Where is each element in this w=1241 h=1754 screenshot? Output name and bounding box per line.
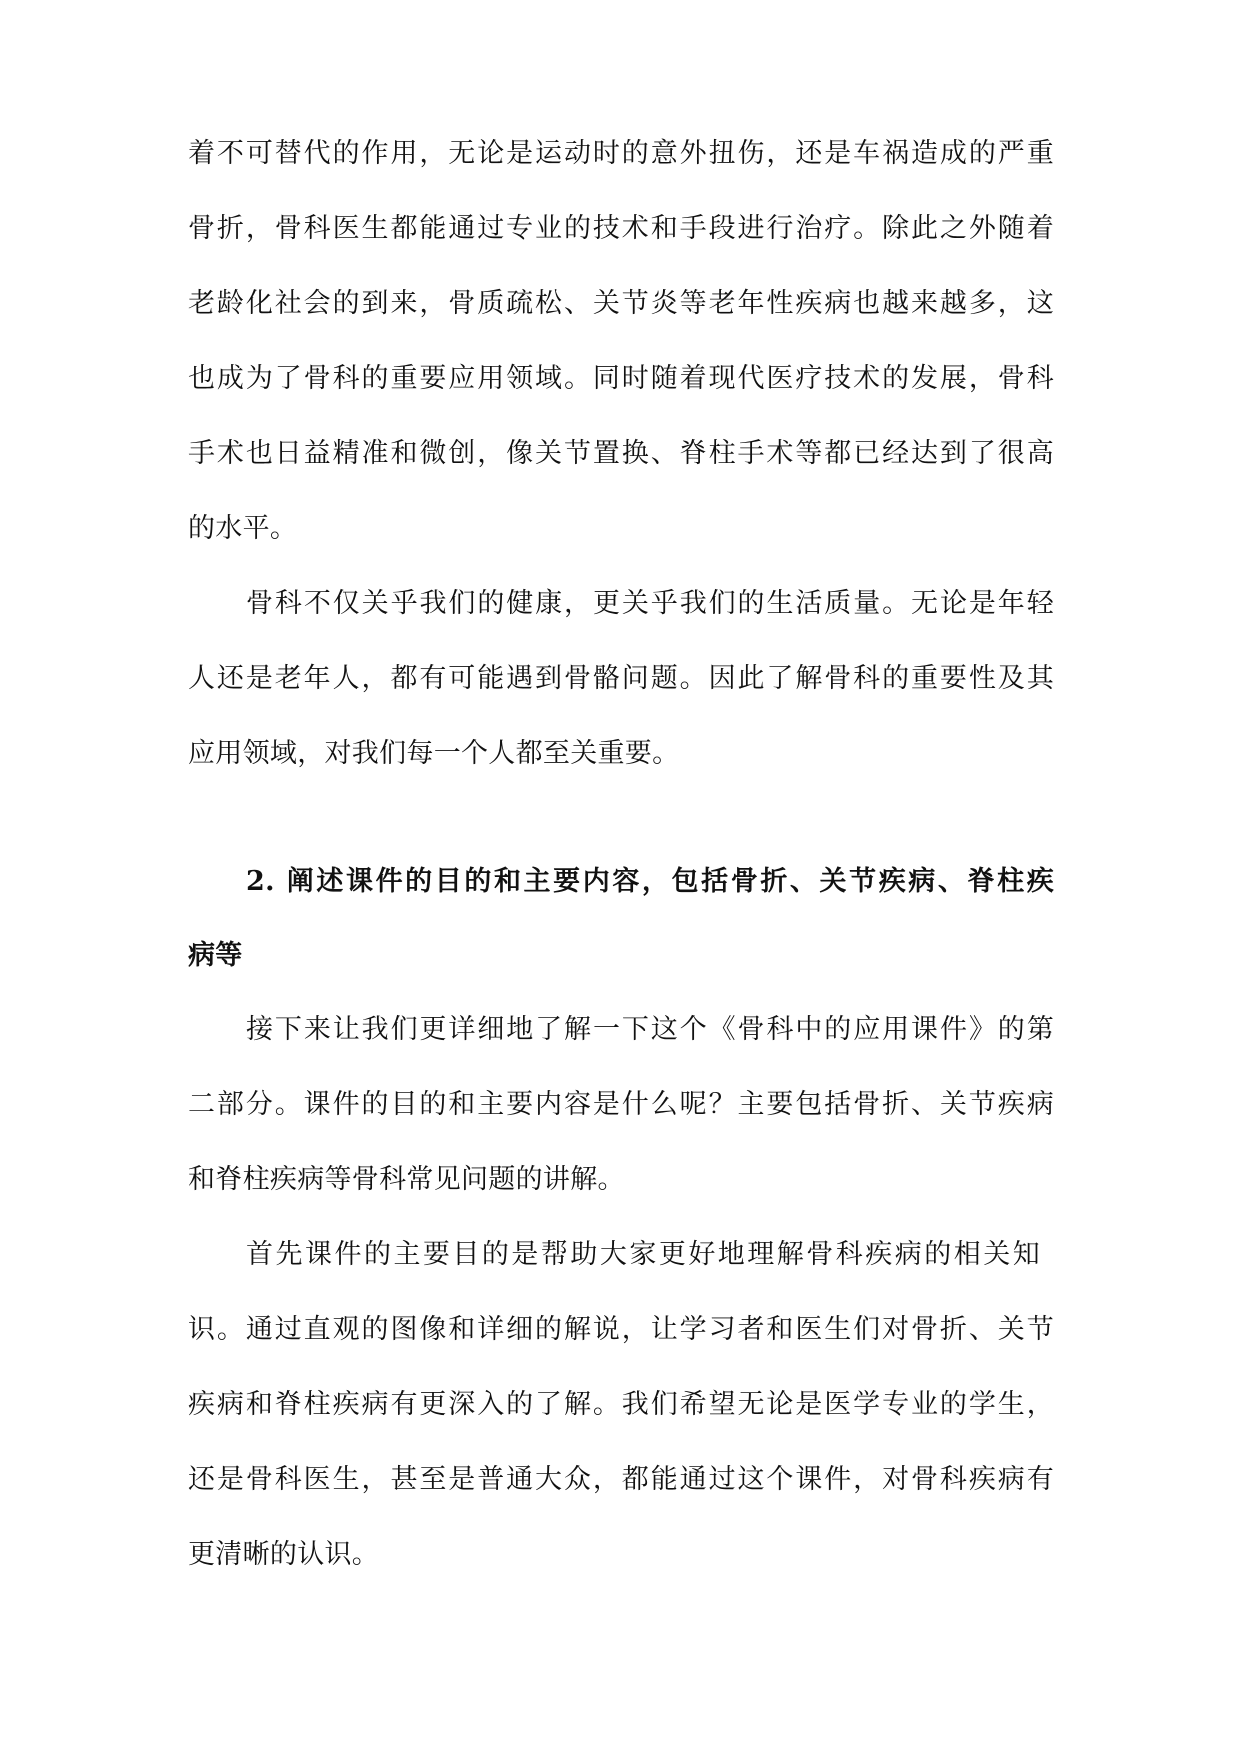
paragraph-2-line-2: 人还是老年人，都有可能遇到骨骼问题。因此了解骨科的重要性及其 — [188, 663, 1054, 694]
section-heading-line-2: 病等 — [188, 940, 243, 971]
paragraph-3-line-1: 接下来让我们更详细地了解一下这个《骨科中的应用课件》的第 — [246, 1014, 1054, 1045]
paragraph-4-line-1: 首先课件的主要目的是帮助大家更好地理解骨科疾病的相关知 — [246, 1239, 1040, 1270]
paragraph-4-line-5: 更清晰的认识。 — [188, 1539, 380, 1570]
paragraph-4-line-3: 疾病和脊柱疾病有更深入的了解。我们希望无论是医学专业的学生， — [188, 1389, 1054, 1420]
paragraph-3-line-3: 和脊柱疾病等骨科常见问题的讲解。 — [188, 1164, 625, 1195]
paragraph-1-line-2: 骨折，骨科医生都能通过专业的技术和手段进行治疗。除此之外随着 — [188, 213, 1054, 244]
paragraph-2-line-1: 骨科不仅关乎我们的健康，更关乎我们的生活质量。无论是年轻 — [246, 588, 1054, 619]
section-heading-line-1: 2. 阐述课件的目的和主要内容，包括骨折、关节疾病、脊柱疾 — [246, 866, 1054, 897]
paragraph-1-line-1: 着不可替代的作用，无论是运动时的意外扭伤，还是车祸造成的严重 — [188, 138, 1054, 169]
paragraph-1-line-3: 老龄化社会的到来，骨质疏松、关节炎等老年性疾病也越来越多，这 — [188, 288, 1054, 319]
paragraph-1-line-6: 的水平。 — [188, 513, 298, 544]
paragraph-3-line-2: 二部分。课件的目的和主要内容是什么呢？主要包括骨折、关节疾病 — [188, 1089, 1054, 1120]
paragraph-4-line-2: 识。通过直观的图像和详细的解说，让学习者和医生们对骨折、关节 — [188, 1314, 1054, 1345]
paragraph-2-line-3: 应用领域，对我们每一个人都至关重要。 — [188, 738, 680, 769]
paragraph-1-line-5: 手术也日益精准和微创，像关节置换、脊柱手术等都已经达到了很高 — [188, 438, 1054, 469]
paragraph-4-line-4: 还是骨科医生，甚至是普通大众，都能通过这个课件，对骨科疾病有 — [188, 1464, 1054, 1495]
paragraph-1-line-4: 也成为了骨科的重要应用领域。同时随着现代医疗技术的发展，骨科 — [188, 363, 1054, 394]
